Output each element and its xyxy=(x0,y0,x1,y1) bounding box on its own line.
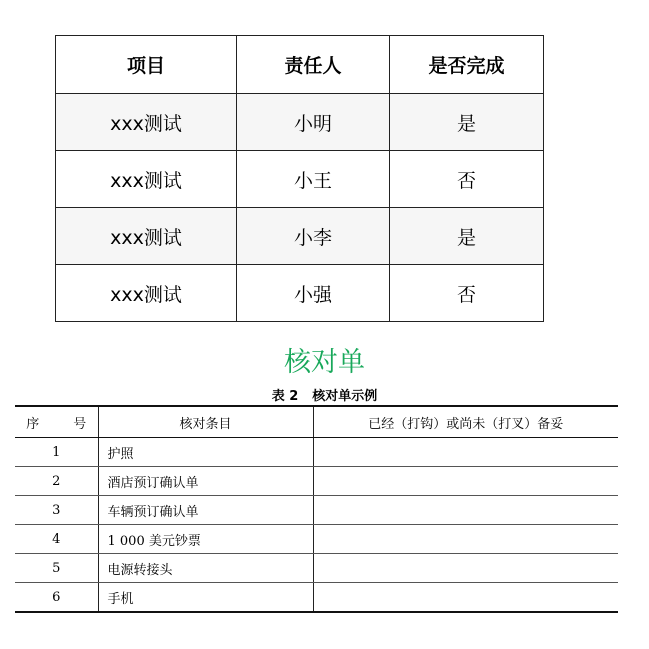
table-row xyxy=(15,525,618,554)
cell-owner: 小李 xyxy=(237,208,390,265)
cell-project: xxx测试 xyxy=(56,94,237,151)
cell-project: xxx测试 xyxy=(56,265,237,322)
cell-owner: 小强 xyxy=(237,265,390,322)
cell-done: 否 xyxy=(390,265,544,322)
row-status[interactable] xyxy=(313,496,618,525)
table-row xyxy=(56,94,544,151)
table-row xyxy=(56,265,544,322)
cell-done: 是 xyxy=(390,94,544,151)
cell-owner: 小明 xyxy=(237,94,390,151)
row-status[interactable] xyxy=(313,438,618,467)
row-item: 1 000 美元钞票 xyxy=(98,525,313,554)
header-status: 已经（打钩）或尚未（打叉）备妥 xyxy=(313,406,618,438)
checklist-table xyxy=(15,405,618,613)
header-project: 项目 xyxy=(56,36,237,94)
header-item: 核对条目 xyxy=(98,406,313,438)
cell-project: xxx测试 xyxy=(56,151,237,208)
row-item: 电源转接头 xyxy=(98,554,313,583)
task-table xyxy=(55,35,544,322)
header-done: 是否完成 xyxy=(390,36,544,94)
header-seq-part1: 序 xyxy=(26,416,40,432)
header-owner: 责任人 xyxy=(237,36,390,94)
table-row xyxy=(15,583,618,613)
cell-done: 是 xyxy=(390,208,544,265)
caption-number: 表 2 xyxy=(271,389,299,404)
row-number: 2 xyxy=(15,467,98,496)
row-item: 酒店预订确认单 xyxy=(98,467,313,496)
row-item: 护照 xyxy=(98,438,313,467)
header-seq-part2: 号 xyxy=(73,416,87,432)
row-status[interactable] xyxy=(313,583,618,613)
table-row xyxy=(56,151,544,208)
row-item: 车辆预订确认单 xyxy=(98,496,313,525)
cell-project: xxx测试 xyxy=(56,208,237,265)
row-number: 5 xyxy=(15,554,98,583)
table-caption xyxy=(0,385,649,404)
cell-done: 否 xyxy=(390,151,544,208)
row-status[interactable] xyxy=(313,554,618,583)
row-number: 4 xyxy=(15,525,98,554)
table-row xyxy=(15,496,618,525)
cell-owner: 小王 xyxy=(237,151,390,208)
table-row xyxy=(15,554,618,583)
row-status[interactable] xyxy=(313,467,618,496)
table-row xyxy=(15,467,618,496)
caption-title: 核对单示例 xyxy=(312,389,378,404)
row-number: 3 xyxy=(15,496,98,525)
table-row xyxy=(56,208,544,265)
row-status[interactable] xyxy=(313,525,618,554)
checklist-header-row xyxy=(15,406,618,438)
task-table-header-row xyxy=(56,36,544,94)
header-seq xyxy=(15,406,98,438)
section-heading: 核对单 xyxy=(284,347,365,378)
row-number: 6 xyxy=(15,583,98,613)
table-row xyxy=(15,438,618,467)
row-item: 手机 xyxy=(98,583,313,613)
row-number: 1 xyxy=(15,438,98,467)
